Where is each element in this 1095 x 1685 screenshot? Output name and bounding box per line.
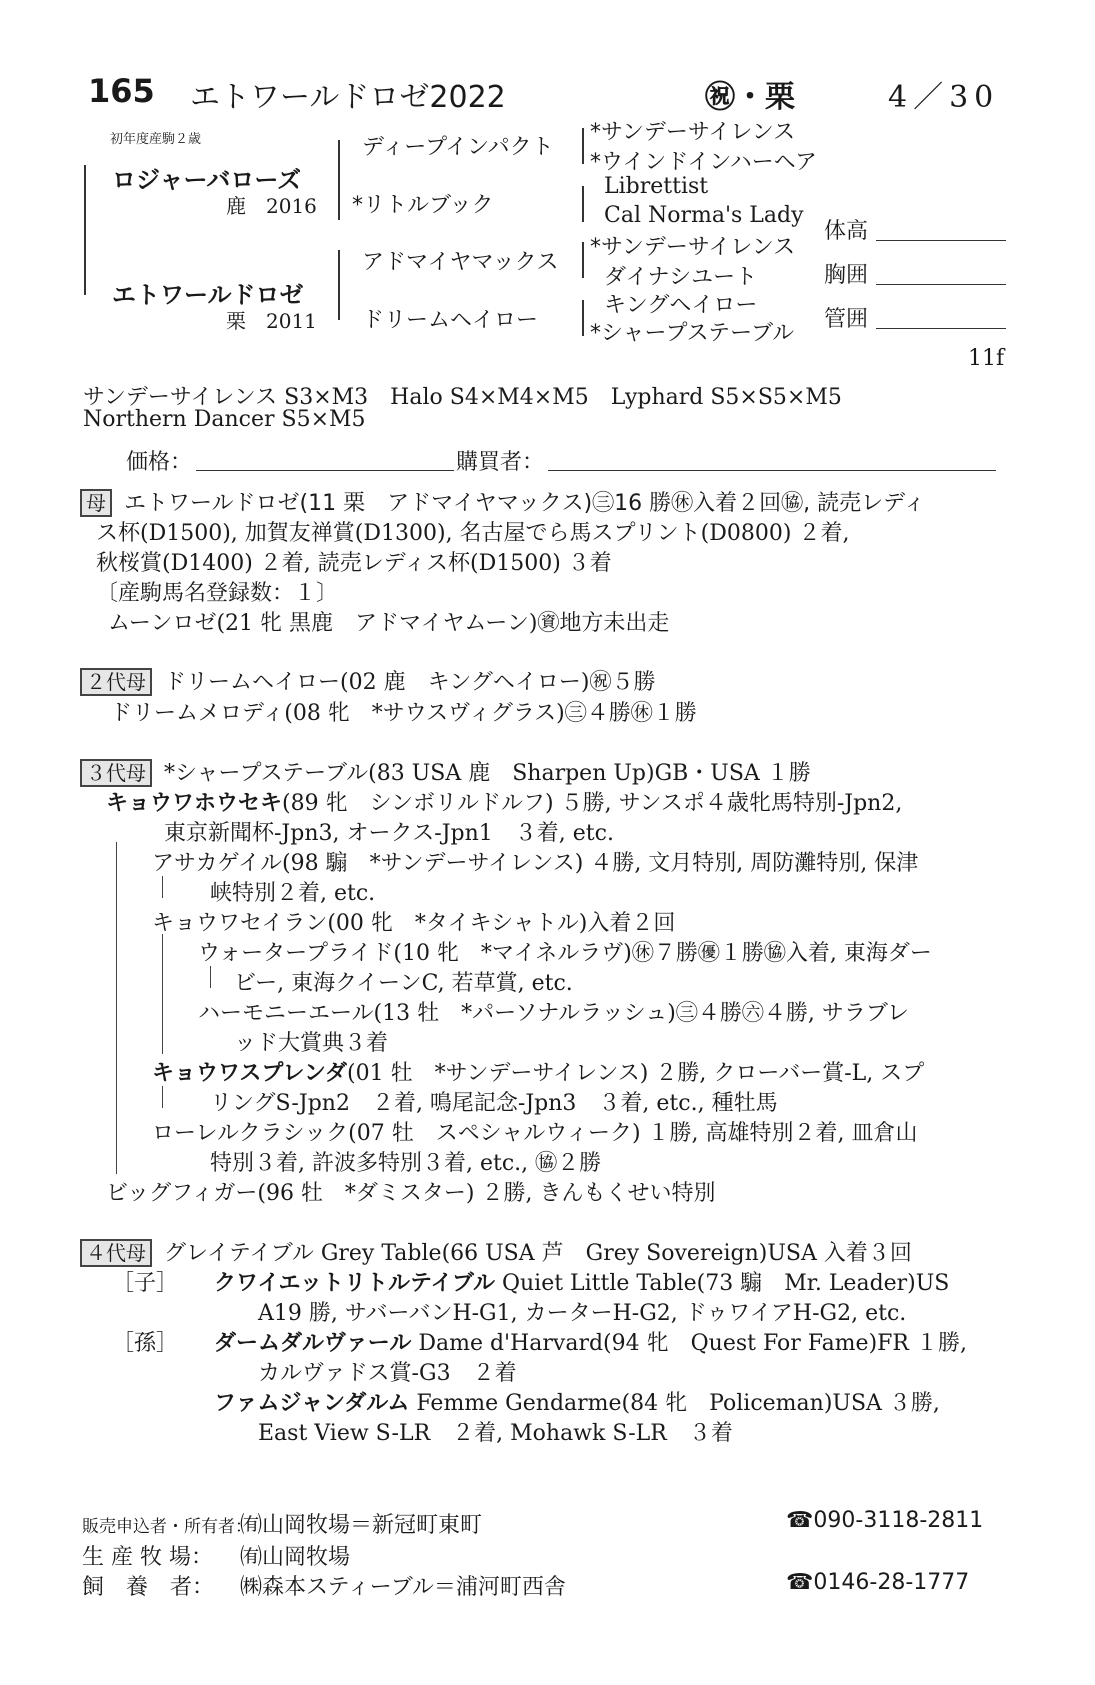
height-label: 体高 [824, 219, 869, 244]
ds-dam: ダイナシユート [604, 265, 758, 290]
sale-date: 4／30 [888, 80, 1000, 115]
buyer-label: 購買者： [456, 450, 545, 475]
sire-sire: ディープインパクト [362, 135, 554, 160]
chest-line [876, 284, 1006, 285]
fourth-dam-line-1: ４代母 グレイテイブル Grey Table(66 USA 芦 Grey Sovereign)USA 入着３回 [80, 1236, 912, 1267]
ds-sire: *サンデーサイレンス [590, 235, 796, 260]
keeper-phone: ☎0146-28-1777 [786, 1570, 970, 1595]
grandchild-label: ［孫］ [112, 1331, 179, 1356]
price-line [196, 470, 454, 471]
family-line-d [162, 1086, 163, 1108]
price-label: 価格： [126, 450, 193, 475]
third-dam-label: ３代母 [80, 759, 152, 787]
third-dam-line-7: ウォータープライド(10 牝 *マイネルラヴ)㊡７勝㊝１勝㊯入着, 東海ダー [198, 941, 932, 966]
lot-number: 165 [88, 72, 155, 110]
dd-dam: *シャープステーブル [590, 321, 795, 346]
cannon-label: 管囲 [824, 307, 869, 332]
third-dam-line-10: ッド大賞典３着 [234, 1031, 389, 1056]
third-dam-line-5: 峡特別２着, etc. [210, 881, 376, 906]
fourth-dam-grandchild-3: ファムジャンダルム Femme Gendarme(84 牝 Policeman)USA ３勝, [214, 1391, 940, 1416]
child-label: ［子］ [112, 1271, 179, 1296]
third-dam-line-4: アサカゲイル(98 騸 *サンデーサイレンス) ４勝, 文月特別, 周防灘特別, 保津 [152, 851, 919, 876]
family-line-b [162, 934, 163, 1054]
fourth-dam-label: ４代母 [80, 1239, 152, 1267]
seller-label: 販売申込者・所有者： [82, 1517, 252, 1537]
third-dam-line-15: ビッグフィガー(96 牡 *ダミスター) ２勝, きんもくせい特別 [106, 1181, 716, 1206]
gen3-bracket-2 [582, 186, 584, 222]
dam-info: 栗 2011 [226, 309, 317, 333]
third-dam-line-6: キョウワセイラン(00 牝 *タイキシャトル)入着２回 [152, 911, 676, 936]
fourth-dam-grandchild-2: カルヴァドス賞-G3 ２着 [258, 1361, 517, 1386]
dam-label: 母 [80, 489, 112, 517]
family-number: 11f [968, 346, 1005, 371]
sire-info: 鹿 2016 [226, 194, 317, 218]
third-dam-line-11: キョウワスプレンダ(01 牡 *サンデーサイレンス) ２勝, クローバー賞-L, スプ [152, 1061, 925, 1086]
family-line-a [162, 876, 163, 898]
gen3-bracket-1 [582, 128, 584, 164]
chest-label: 胸囲 [824, 263, 869, 288]
buyer-line [548, 470, 996, 471]
third-dam-line-14: 特別３着, 許波多特別３着, etc., ㊯２勝 [210, 1151, 602, 1176]
seller-phone: ☎090-3118-2811 [786, 1508, 984, 1533]
third-dam-line-1: ３代母 *シャープステーブル(83 USA 鹿 Sharpen Up)GB・USA １勝 [80, 756, 811, 787]
ss-sire: *サンデーサイレンス [590, 120, 796, 145]
third-dam-line-12: リングS-Jpn2 ２着, 鳴尾記念-Jpn3 ３着, etc., 種牡馬 [210, 1091, 778, 1116]
second-dam-line-1: ２代母 ドリームヘイロー(02 鹿 キングヘイロー)㊗５勝 [80, 665, 656, 696]
third-dam-line-8: ビー, 東海クイーンC, 若草賞, etc. [234, 971, 573, 996]
keeper-label: 飼 養 者： [82, 1575, 215, 1600]
sd-dam: Cal Norma's Lady [604, 203, 804, 228]
third-dam-line-13: ローレルクラシック(07 牡 スペシャルウィーク) １勝, 高雄特別２着, 皿倉山 [152, 1121, 918, 1146]
dam-section-line-3: 秋桜賞(D1400) ２着, 読売レディス杯(D1500) ３着 [96, 551, 612, 576]
fourth-dam-child-2: A19 勝, サバーバンH-G1, カーターH-G2, ドゥワイアH-G2, etc. [258, 1301, 907, 1326]
gen3-bracket-3 [582, 242, 584, 278]
dam-dam: ドリームヘイロー [362, 308, 539, 333]
seller: ㈲山岡牧場＝新冠町東町 [240, 1513, 483, 1538]
fourth-dam-grandchild-4: East View S-LR ２着, Mohawk S-LR ３着 [258, 1421, 733, 1446]
breeder-label: 生 産 牧 場： [82, 1545, 213, 1570]
dam-bracket [338, 250, 340, 320]
ss-dam: *ウインドインハーヘア [590, 150, 818, 175]
gen3-bracket-4 [582, 300, 584, 336]
family-line-main [116, 842, 117, 1174]
dam-section-line-2: ス杯(D1500), 加賀友禅賞(D1300), 名古屋でら馬スプリント(D0800) ２着, [96, 521, 850, 546]
second-dam-line-2: ドリームメロディ(08 牝 *サウスヴィグラス)㊂４勝㊡１勝 [110, 701, 697, 726]
breeder: ㈲山岡牧場 [240, 1545, 351, 1570]
third-dam-line-2: キョウワホウセキ(89 牝 シンボリルドルフ) ５勝, サンスポ４歳牝馬特別-Jpn2, [106, 791, 903, 816]
second-dam-label: ２代母 [80, 668, 152, 696]
fourth-dam-child-1: クワイエットリトルテイブル Quiet Little Table(73 騸 Mr. Leader)US [214, 1271, 950, 1296]
third-dam-line-9: ハーモニーエール(13 牡 *パーソナルラッシュ)㊂４勝㊅４勝, サラブレ [198, 1001, 909, 1026]
horse-name: エトワールドロゼ2022 [190, 80, 506, 115]
dam-section-line-4: 〔産駒馬名登録数：１〕 [96, 581, 339, 606]
pedigree-note: 初年度産駒２歳 [110, 132, 202, 147]
inbreeding-line-1: サンデーサイレンス S3×M3 Halo S4×M4×M5 Lyphard S5×S5×M5 [83, 385, 842, 410]
third-dam-line-3: 東京新聞杯-Jpn3, オークス-Jpn1 ３着, etc. [164, 821, 614, 846]
sd-sire: Librettist [604, 174, 709, 199]
dam-section-line-5: ムーンロゼ(21 牝 黒鹿 アドマイヤムーン)㊮地方未出走 [108, 611, 670, 636]
cannon-line [876, 328, 1006, 329]
dam-sire: アドマイヤマックス [362, 250, 559, 275]
fourth-dam-grandchild-1: ダームダルヴァール Dame d'Harvard(94 牝 Quest For Fame)FR １勝, [214, 1331, 967, 1356]
pedigree-bracket [84, 165, 86, 295]
dam-name: エトワールドロゼ [112, 281, 304, 309]
sire-bracket [338, 140, 340, 220]
keeper: ㈱森本スティーブル＝浦河町西舎 [240, 1575, 566, 1600]
dd-sire: キングヘイロー [604, 293, 758, 318]
sex-color: ㊗・栗 [705, 80, 795, 115]
dam-section-line-1: 母 エトワールドロゼ(11 栗 アドマイヤマックス)㊂16 勝㊡入着２回㊯, 読売レディ [80, 486, 925, 517]
inbreeding-line-2: Northern Dancer S5×M5 [83, 407, 366, 432]
height-line [876, 240, 1006, 241]
family-line-c [210, 966, 211, 988]
sire-name: ロジャーバローズ [112, 166, 302, 194]
sire-dam: *リトルブック [352, 193, 494, 218]
